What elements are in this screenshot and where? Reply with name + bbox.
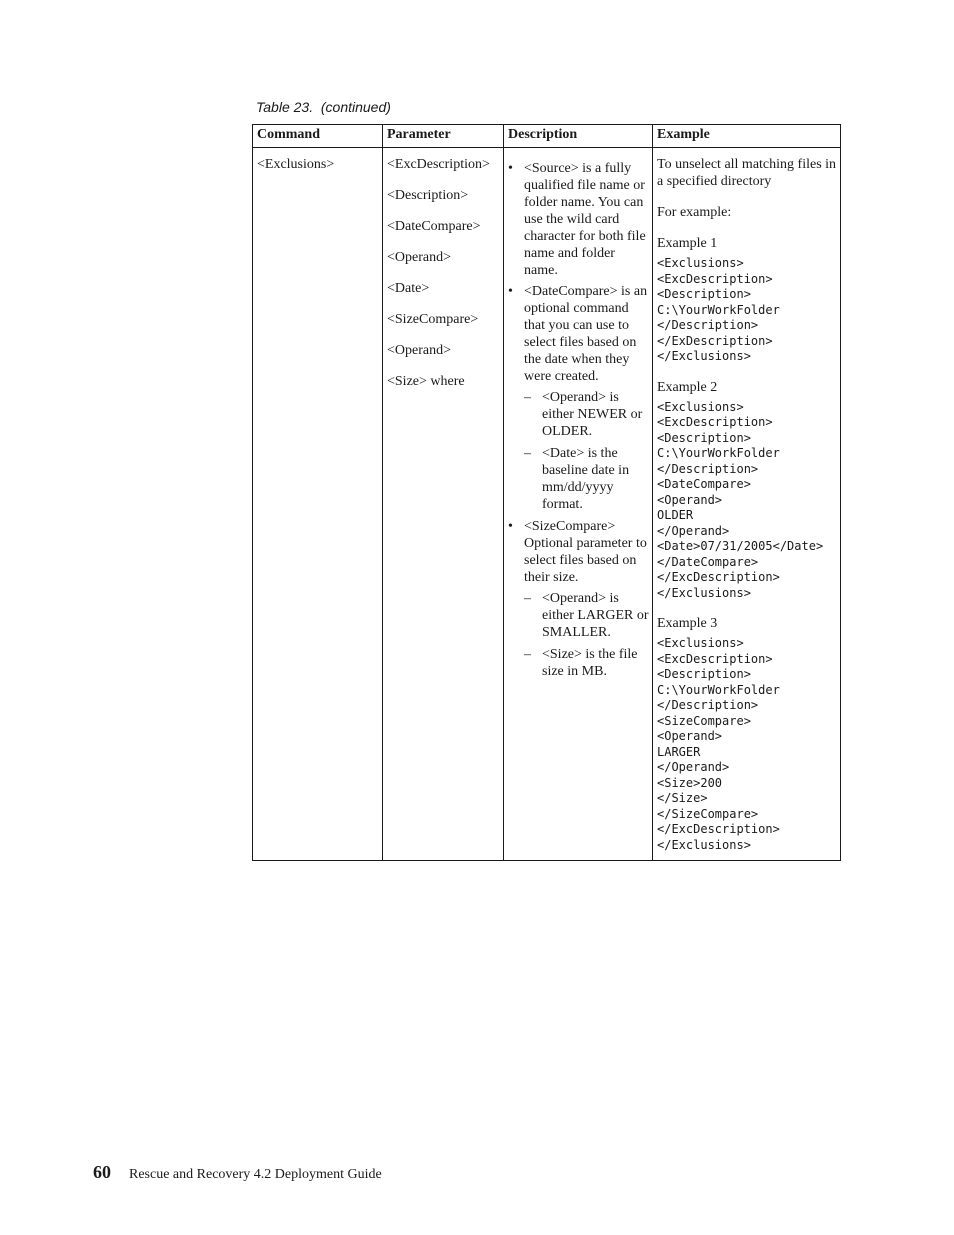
sub-item-text: <Size> is the file size in MB. bbox=[542, 647, 638, 679]
page-number: 60 bbox=[93, 1162, 111, 1182]
parameter-item: <Operand> bbox=[387, 343, 451, 358]
sub-list bbox=[524, 590, 649, 680]
sub-item-text: <Operand> is either LARGER or SMALLER. bbox=[542, 591, 649, 640]
dash-icon: – bbox=[524, 446, 531, 461]
example-title: Example 3 bbox=[657, 616, 718, 631]
header-parameter: Parameter bbox=[383, 125, 504, 148]
sub-item-text: <Date> is the baseline date in mm/dd/yyyy format. bbox=[542, 446, 630, 512]
bullet-icon: • bbox=[508, 284, 513, 299]
description-bullet bbox=[508, 518, 649, 680]
header-example: Example bbox=[653, 125, 841, 148]
example-title: Example 1 bbox=[657, 236, 718, 251]
sub-list bbox=[524, 389, 649, 513]
description-bullet bbox=[508, 160, 649, 279]
bullet-text: <DateCompare> is an optional command that you can use to select files based on the date when they were created. bbox=[524, 284, 648, 384]
example-code: <Exclusions> <ExcDescription> <Description> C:\YourWorkFolder </Description> <SizeCompare> <Operand> LARGER </Operand> <Size>200 </Size> </SizeCompare> </ExcDescription> </Exclusions> bbox=[657, 636, 780, 852]
example-code: <Exclusions> <ExcDescription> <Description> C:\YourWorkFolder </Description> <DateCompare> <Operand> OLDER </Operand> <Date>07/31/2005</Date> </DateCompare> </ExcDescription> </Exclusions> bbox=[657, 399, 824, 600]
parameter-item: <Size> where bbox=[387, 374, 465, 389]
for-example-label: For example: bbox=[657, 205, 732, 220]
table-row bbox=[253, 148, 841, 861]
description-cell bbox=[504, 148, 653, 861]
parameter-item: <ExcDescription> bbox=[387, 157, 490, 172]
table-header-row bbox=[253, 125, 841, 148]
example-title: Example 2 bbox=[657, 379, 718, 395]
example-code: <Exclusions> <ExcDescription> <Description> C:\YourWorkFolder </Description> </ExDescription> </Exclusions> bbox=[657, 256, 780, 363]
command-cell: <Exclusions> bbox=[253, 148, 383, 861]
example-cell bbox=[653, 148, 841, 861]
parameter-item: <Description> bbox=[387, 188, 469, 203]
book-title: Rescue and Recovery 4.2 Deployment Guide bbox=[129, 1167, 382, 1182]
exclusions-table bbox=[252, 124, 841, 861]
example-intro: To unselect all matching files in a specified directory bbox=[657, 157, 837, 189]
page-footer bbox=[93, 1162, 382, 1183]
dash-icon: – bbox=[524, 647, 531, 662]
parameter-cell bbox=[383, 148, 504, 861]
sub-item bbox=[524, 389, 649, 440]
sub-item bbox=[524, 646, 649, 680]
parameter-item: <SizeCompare> bbox=[387, 312, 479, 327]
sub-item-text: <Operand> is either NEWER or OLDER. bbox=[542, 390, 643, 439]
header-description: Description bbox=[504, 125, 653, 148]
parameter-item: <DateCompare> bbox=[387, 219, 481, 234]
bullet-icon: • bbox=[508, 161, 513, 176]
header-command: Command bbox=[253, 125, 383, 148]
sub-item bbox=[524, 590, 649, 641]
bullet-icon: • bbox=[508, 519, 513, 534]
description-bullet bbox=[508, 283, 649, 513]
bullet-text: <SizeCompare> Optional parameter to select files based on their size. bbox=[524, 519, 647, 585]
parameter-item: <Operand> bbox=[387, 250, 451, 265]
sub-item bbox=[524, 445, 649, 513]
bullet-text: <Source> is a fully qualified file name or folder name. You can use the wild card character for both file name and folder name. bbox=[524, 161, 646, 278]
dash-icon: – bbox=[524, 390, 531, 405]
table-caption: Table 23. (continued) bbox=[256, 99, 391, 115]
description-list bbox=[508, 160, 649, 680]
parameter-item: <Date> bbox=[387, 281, 430, 296]
dash-icon: – bbox=[524, 591, 531, 606]
